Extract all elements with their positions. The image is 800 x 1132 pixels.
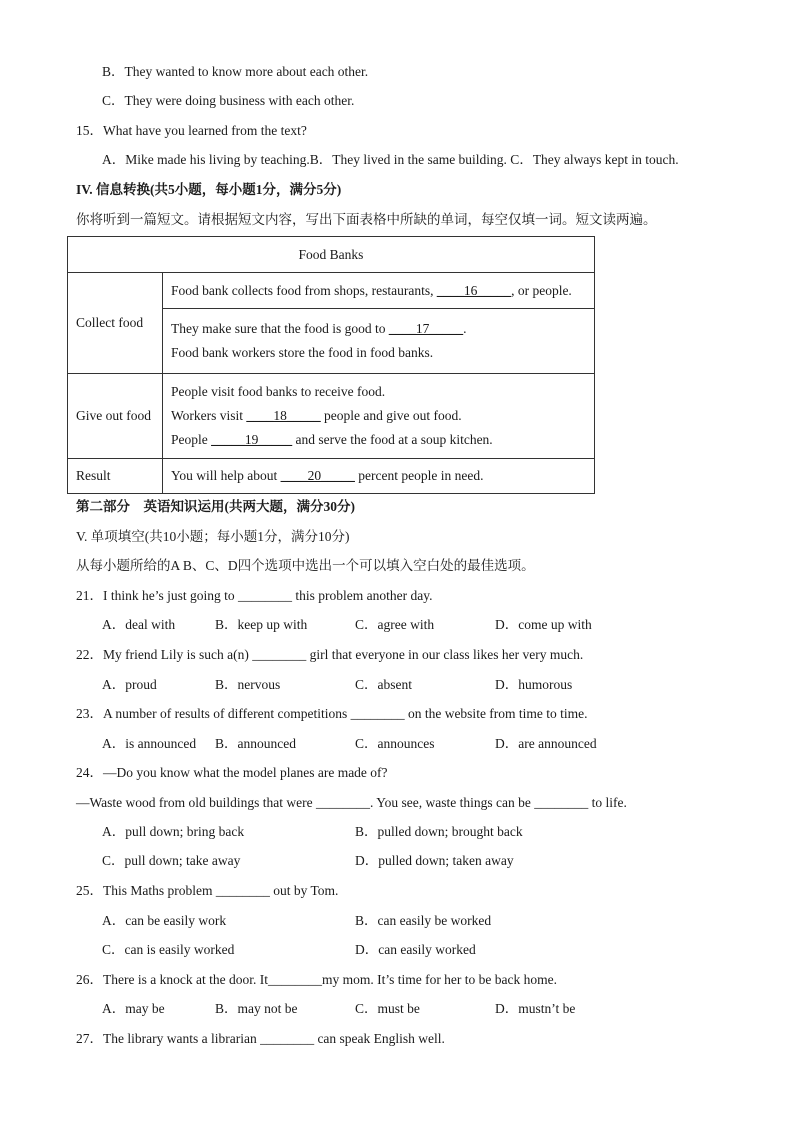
- q26-option-a: A．may be: [102, 1001, 165, 1016]
- collect-1-end: , or people.: [511, 282, 572, 298]
- q24-option-c: C．pull down; take away: [102, 853, 241, 868]
- give-2-text: Workers visit: [171, 408, 247, 423]
- give-3-end: and serve the food at a soup kitchen.: [292, 432, 493, 447]
- q25-stem: 25．This Maths problem ________ out by Tom.: [76, 883, 339, 898]
- q26-option-c: C．must be: [355, 1001, 420, 1016]
- blank-20: ____20_____: [280, 468, 355, 483]
- q25-option-b: B．can easily be worked: [355, 913, 492, 928]
- q21-option-c: C．agree with: [355, 617, 435, 632]
- q22-option-a: A．proud: [102, 677, 157, 692]
- section4-instruction: 你将听到一篇短文。请根据短文内容，写出下面表格中所缺的单词，每空仅填一词。短文读两遍。: [76, 212, 657, 227]
- q26-option-d: D．mustn’t be: [495, 1001, 576, 1016]
- q22-option-c: C．absent: [355, 677, 412, 692]
- collect-1-text: Food bank collects food from shops, restaurants,: [171, 282, 437, 298]
- q23-option-b: B．announced: [215, 736, 296, 751]
- q25-option-c: C．can is easily worked: [102, 942, 235, 957]
- collect-2-text: They make sure that the food is good to: [171, 321, 389, 336]
- q26-option-b: B．may not be: [215, 1001, 298, 1016]
- q15-stem: 15．What have you learned from the text?: [76, 123, 307, 138]
- q26-stem: 26．There is a knock at the door. It________my mom. It’s time for her to be back home.: [76, 972, 558, 987]
- q22-option-d: D．humorous: [495, 677, 573, 692]
- blank-18: ____18_____: [246, 408, 321, 423]
- give-2-end: people and give out food.: [320, 408, 462, 423]
- q15-options: A．Mike made his living by teaching.B．They lived in the same building. C．They always kept in touch.: [102, 152, 679, 167]
- blank-17: ____17_____: [388, 321, 464, 336]
- collect-row-1: [163, 273, 595, 309]
- give-out-food-label: Give out food: [68, 374, 163, 459]
- q24-option-d: D．pulled down; taken away: [355, 853, 514, 868]
- q21-option-b: B．keep up with: [215, 617, 308, 632]
- result-text: You will help about: [171, 468, 281, 483]
- q24-stem-2: —Waste wood from old buildings that were ________. You see, waste things can be ________ to life.: [76, 795, 627, 810]
- result-end: percent people in need.: [354, 468, 484, 483]
- collect-row-2: [163, 309, 595, 374]
- q22-stem: 22．My friend Lily is such a(n) ________ girl that everyone in our class likes her very much.: [76, 647, 584, 662]
- q23-stem: 23．A number of results of different competitions ________ on the website from time to time.: [76, 706, 588, 721]
- q21-option-a: A．deal with: [102, 617, 176, 632]
- q21-option-d: D．come up with: [495, 617, 592, 632]
- q24-option-a: A．pull down; bring back: [102, 824, 245, 839]
- section5-heading: V. 单项填空(共10小题；每小题1分，满分10分): [76, 529, 350, 544]
- give-1-text: People visit food banks to receive food.: [171, 384, 386, 399]
- give-row: [163, 374, 595, 459]
- q25-option-a: A．can be easily work: [102, 913, 227, 928]
- q23-option-c: C．announces: [355, 736, 435, 751]
- result-row: [163, 459, 595, 494]
- food-banks-table: [67, 236, 595, 494]
- table-title: Food Banks: [68, 237, 595, 273]
- q21-stem: 21．I think he’s just going to ________ this problem another day.: [76, 588, 433, 603]
- blank-16: ____16_____: [436, 282, 512, 298]
- collect-3-text: Food bank workers store the food in food banks.: [171, 345, 434, 360]
- blank-19: _____19_____: [211, 432, 293, 447]
- q14-option-b: B．They wanted to know more about each other.: [102, 64, 369, 79]
- part2-heading: 第二部分 英语知识运用(共两大题，满分30分): [76, 499, 355, 514]
- q23-option-d: D．are announced: [495, 736, 597, 751]
- q24-option-b: B．pulled down; brought back: [355, 824, 523, 839]
- q25-option-d: D．can easily worked: [355, 942, 476, 957]
- result-label: Result: [68, 459, 163, 494]
- collect-2-end: .: [463, 321, 467, 336]
- q27-stem: 27．The library wants a librarian ________ can speak English well.: [76, 1031, 445, 1046]
- q24-stem: 24．—Do you know what the model planes are made of?: [76, 765, 388, 780]
- section4-heading: IV. 信息转换(共5小题，每小题1分，满分5分): [76, 182, 342, 197]
- q14-option-c: C．They were doing business with each other.: [102, 93, 355, 108]
- give-3-text: People: [171, 432, 212, 447]
- part2-instruction: 从每小题所给的A B、C、D四个选项中选出一个可以填入空白处的最佳选项。: [76, 558, 535, 573]
- q22-option-b: B．nervous: [215, 677, 281, 692]
- collect-food-label: Collect food: [68, 273, 163, 374]
- q23-option-a: A．is announced: [102, 736, 197, 751]
